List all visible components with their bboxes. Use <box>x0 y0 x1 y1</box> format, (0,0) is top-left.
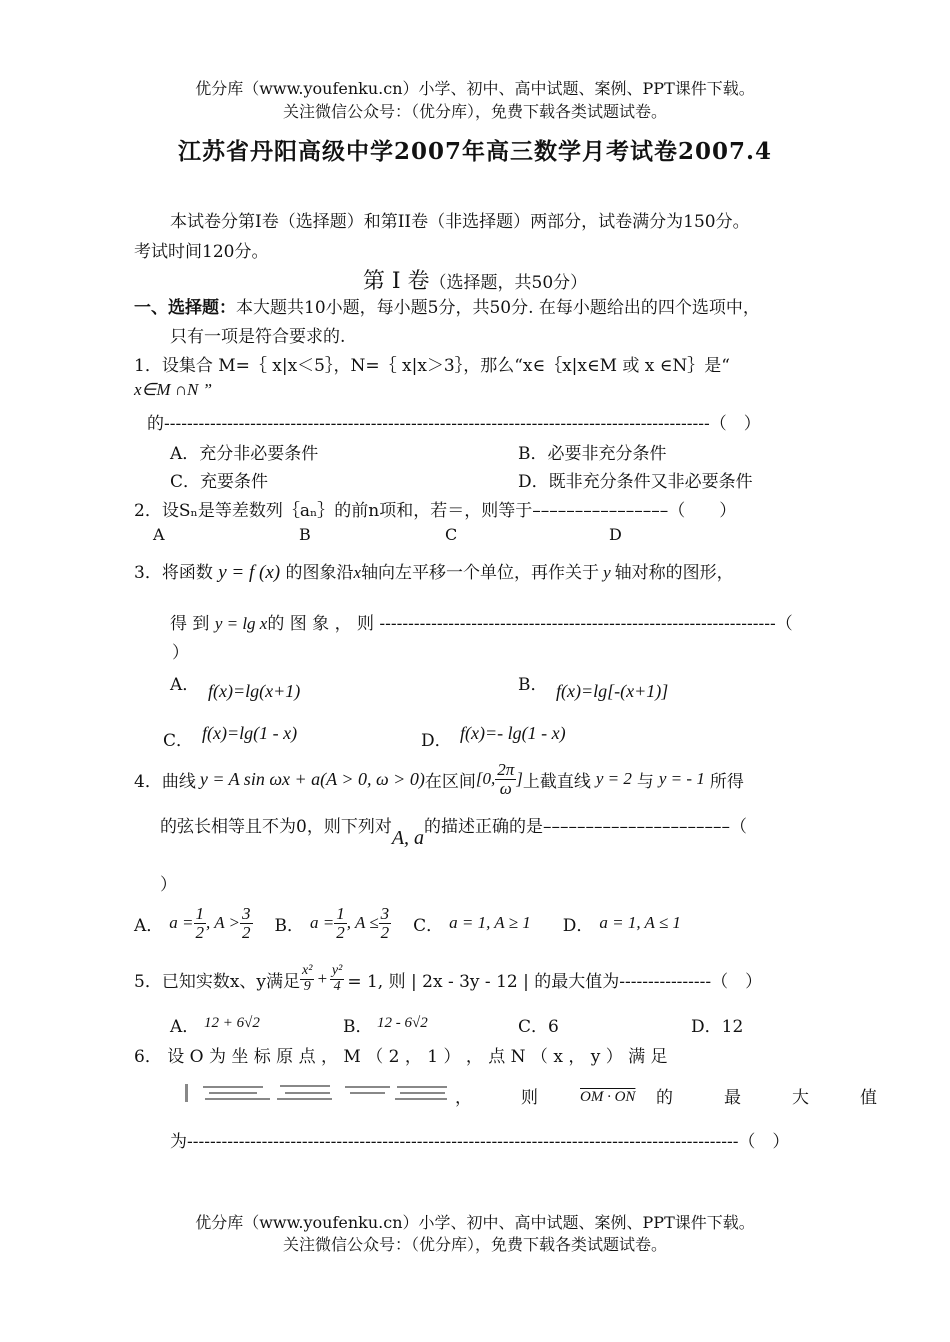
q4-b-pre: a = <box>310 913 335 932</box>
q3-pre: 3．将函数 <box>134 563 213 583</box>
q5-option-c: C．6 <box>518 1017 559 1037</box>
q5-post: = 1, 则 | 2x - 3y - 12 | 的最大值为----------------（ ） <box>347 971 763 992</box>
q5-f1-num: x² <box>302 962 313 978</box>
q4-line-1 <box>134 754 744 804</box>
q5-option-b: 12 - 6√2 <box>377 1015 428 1031</box>
q4-option-d: a = 1, A ≤ 1 <box>599 913 681 932</box>
q4-row2-pre: 的弦长相等且不为0，则下列对 <box>160 817 392 837</box>
q3-line-2 <box>170 609 850 634</box>
q4-a-den1: 2 <box>195 922 205 942</box>
q3-mid2: 轴向左平移一个单位，再作关于 <box>361 563 600 583</box>
q4-b-mid: , A ≤ <box>346 913 379 932</box>
q2-option-c: C <box>445 525 458 544</box>
q5-line-1 <box>134 954 762 1004</box>
q1-line-1: 1．设集合 M=｛ x|x＜5｝，N=｛ x|x＞3｝，那么“x∈｛x|x∈M 或 x ∈N｝是“ <box>134 356 730 376</box>
section-text-2: 只有一项是符合要求的. <box>170 327 346 347</box>
section-label: 一、选择题： <box>134 298 236 318</box>
q4-a-num2: 3 <box>242 903 251 923</box>
q3-line2-pre: 得 到 <box>170 614 210 634</box>
intro-line-2: 考试时间120分。 <box>134 242 269 262</box>
q2-option-b: B <box>299 525 311 544</box>
q4-a-den2: 2 <box>242 922 251 942</box>
q4-b-label: B． <box>274 915 305 936</box>
q4-interval-num: 2π <box>497 759 515 779</box>
q3-a-label: A． <box>170 675 200 695</box>
footer-line-2: 关注微信公众号：（优分库），免费下载各类试题试卷。 <box>282 1235 667 1254</box>
q4-post2: 所得 <box>709 771 744 792</box>
q4-b-frac2 <box>379 905 392 942</box>
q4-line-y2: y = 2 <box>595 769 632 788</box>
q2-option-d: D <box>609 525 622 544</box>
q6-comma: ， <box>455 1088 472 1108</box>
q4-a-frac2 <box>240 905 253 942</box>
q5-plus: + <box>316 969 328 988</box>
q1-option-d: D．既非充分条件又非必要条件 <box>518 472 753 492</box>
q4-options <box>134 898 681 948</box>
q1-option-a: A．充分非必要条件 <box>170 444 319 464</box>
q5-f2-den: 4 <box>333 978 341 994</box>
q3-c-label: C． <box>163 731 194 751</box>
q4-option-c: a = 1, A ≥ 1 <box>449 913 531 932</box>
q4-a-num1: 1 <box>195 903 205 923</box>
q4-and: 与 <box>636 771 654 792</box>
q6-row2-post: 的 最 大 值 <box>656 1088 877 1108</box>
q4-interval-fraction <box>495 761 516 798</box>
q5-option-a: 12 + 6√2 <box>204 1015 260 1031</box>
q3-option-c: f(x)=lg(1 - x) <box>202 723 298 743</box>
q6-then: 则 <box>521 1088 538 1108</box>
q4-b-num2: 3 <box>380 903 390 923</box>
q5-option-d: D．12 <box>691 1017 744 1037</box>
q3-func: y = f (x) <box>218 562 281 583</box>
q5-f1-den: 9 <box>303 978 311 994</box>
q6-vector-product: OM · ON <box>580 1089 636 1105</box>
header-line-1: 优分库（www.youfenku.cn）小学、初中、高中试题、案例、PPT课件下载。 <box>195 79 755 98</box>
q4-interval-open: [0, <box>475 769 496 788</box>
q5-frac1 <box>300 964 314 994</box>
q6-constraint-image <box>185 1080 453 1106</box>
q2-line-1: 2．设Sₙ是等差数列｛aₙ｝的前n项和，若＝，则等于––––––––––––––––（ ） <box>134 501 737 521</box>
q4-a-frac1 <box>194 905 207 942</box>
q3-line2-post: 的 图 象 ， 则 ---------------------------------------------------------------------（ <box>267 614 793 634</box>
q4-b-den1: 2 <box>336 922 345 942</box>
q6-line-1: 6． 设 O 为 坐 标 原 点 ， M （ 2 ， 1 ） ， 点 N （ x ， y ） 满 足 <box>134 1047 668 1067</box>
exam-title: 江苏省丹阳高级中学2007年高三数学月考试卷2007.4 <box>177 138 773 165</box>
q3-line-1 <box>134 558 734 584</box>
q2-option-a: A <box>153 525 165 544</box>
q3-line2-func: y = lg x <box>214 614 268 633</box>
q4-a-mid: , A > <box>206 913 241 932</box>
q1-line-3: 的-----------------------------------------------------------------------------------------------（ ） <box>147 414 761 434</box>
q5-pre: 5．已知实数x、y满足 <box>134 971 301 992</box>
q5-f2-num: y² <box>331 962 343 978</box>
q3-option-d: f(x)=- lg(1 - x) <box>460 723 566 743</box>
q3-option-a: f(x)=lg(x+1) <box>208 681 301 701</box>
q4-post: 上截直线 <box>522 771 591 792</box>
footer-line-1: 优分库（www.youfenku.cn）小学、初中、高中试题、案例、PPT课件下载。 <box>195 1213 755 1232</box>
q4-mid: 在区间 <box>424 771 476 792</box>
header-line-2: 关注微信公众号：（优分库），免费下载各类试题试卷。 <box>282 102 667 121</box>
q3-line-3: ） <box>172 643 189 663</box>
q3-option-b: f(x)=lg[-(x+1)] <box>556 681 669 701</box>
q4-b-num1: 1 <box>336 903 345 923</box>
q3-d-label: D． <box>421 731 452 751</box>
q4-row2-post: 的描述正确的是––––––––––––––––––––––（ <box>424 817 748 837</box>
q4-row2-vars: A, a <box>391 827 425 849</box>
q4-line-3: ） <box>160 875 177 895</box>
part-heading <box>0 264 950 295</box>
q1-option-b: B．必要非充分条件 <box>518 444 667 464</box>
part-heading-note: （选择题，共50分） <box>429 273 588 293</box>
section-intro <box>134 293 760 318</box>
section-text-1: 本大题共10小题，每小题5分，共50分. 在每小题给出的四个选项中， <box>236 298 760 318</box>
q4-a-pre: a = <box>169 913 194 932</box>
q1-line-2: x∈M ∩N ” <box>134 380 213 399</box>
q6-line-3: 为------------------------------------------------------------------------------------------------（ ） <box>170 1132 790 1152</box>
q4-b-frac1 <box>334 905 347 942</box>
q4-pre: 4．曲线 <box>134 771 196 792</box>
q3-mid3: 轴对称的图形， <box>614 563 734 583</box>
q5-frac2 <box>330 964 344 994</box>
q4-interval-den: ω <box>499 778 512 798</box>
q5-b-label: B． <box>343 1017 373 1037</box>
q1-option-c: C．充要条件 <box>170 472 269 492</box>
q4-line-y-1: y = - 1 <box>658 769 705 788</box>
q5-a-label: A． <box>170 1017 200 1037</box>
q4-line-2 <box>160 812 850 849</box>
q3-y: y <box>603 563 611 582</box>
q3-x: x <box>353 563 362 582</box>
part-heading-label: 第 I 卷 <box>362 269 430 294</box>
q4-d-label: D． <box>562 915 594 936</box>
q4-interval-close: ] <box>516 769 523 788</box>
q3-b-label: B． <box>518 675 548 695</box>
q4-curve: y = A sin ωx + a(A > 0, ω > 0) <box>199 768 425 789</box>
q4-b-den2: 2 <box>380 922 390 942</box>
q3-mid1: 的图象沿 <box>285 563 354 583</box>
q4-c-label: C． <box>413 915 444 936</box>
intro-line-1: 本试卷分第I卷（选择题）和第II卷（非选择题）两部分，试卷满分为150分。 <box>170 212 750 232</box>
q4-a-label: A． <box>134 915 164 936</box>
